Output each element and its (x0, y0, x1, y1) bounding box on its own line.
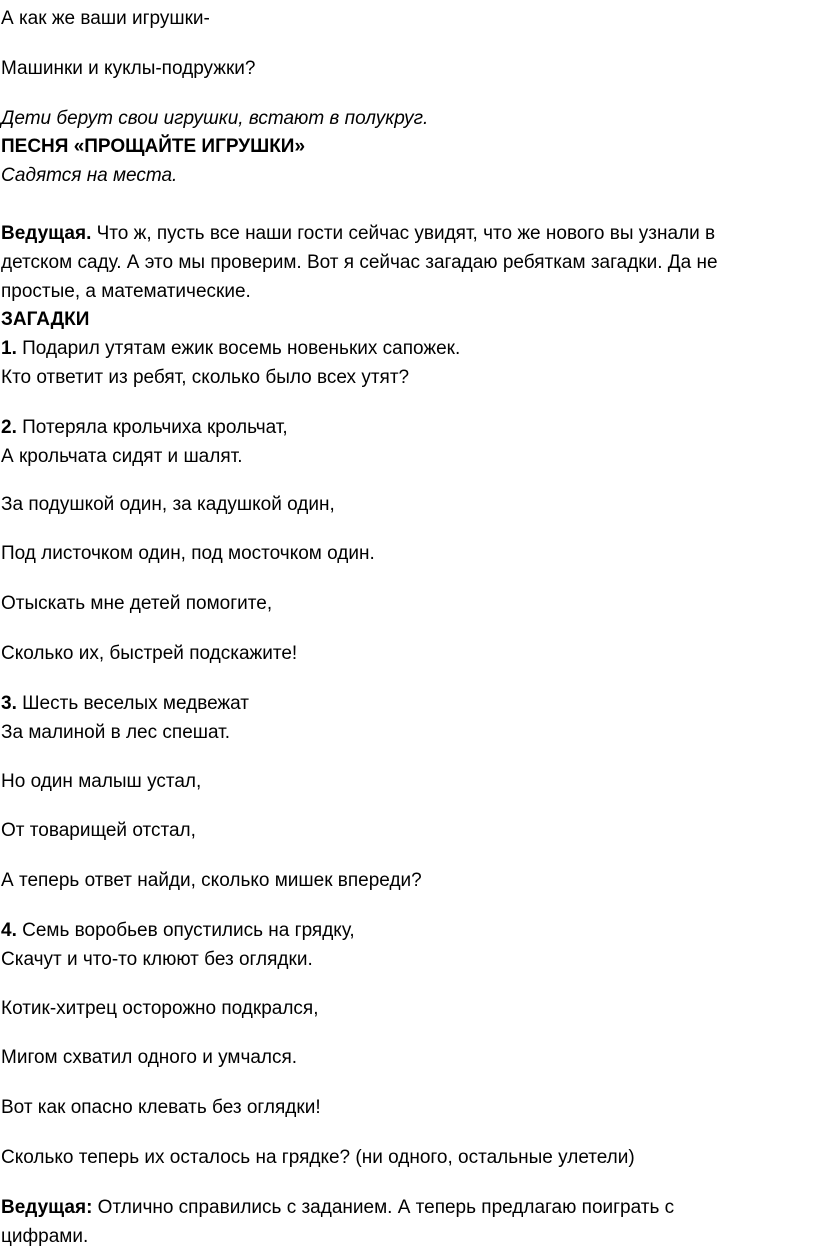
riddle-text: Подарил утятам ежик восемь новеньких сапожек. (16, 338, 461, 359)
riddle-text: Скачут и что-то клюют без оглядки. (1, 949, 313, 970)
riddle-text: Потеряла крольчиха крольчат, (16, 417, 288, 438)
riddle-text: Сколько теперь их осталось на грядке? (ни одного, остальные улетели) (1, 1147, 635, 1168)
riddle-text: Отыскать мне детей помогите, (1, 593, 273, 614)
section-heading-text: ЗАГАДКИ (1, 309, 90, 330)
riddle-text: Семь воробьев опустились на грядку, (16, 920, 355, 941)
poem-line: А как же ваши игрушки- (1, 8, 210, 29)
riddle-text: За подушкой один, за кадушкой один, (1, 494, 335, 515)
paragraph-text: простые, а математические. (1, 281, 251, 302)
speaker-label: Ведущая. (1, 223, 92, 244)
section-heading (1, 305, 89, 334)
riddle-text: Под листочком один, под мосточком один. (1, 543, 375, 564)
riddle-text: Но один малыш устал, (1, 771, 202, 792)
riddle-4 (1, 916, 355, 974)
paragraph-text: цифрами. (1, 1226, 89, 1247)
riddle-text: Котик-хитрец осторожно подкрался, (1, 998, 319, 1019)
riddle-text: Мигом схватил одного и умчался. (1, 1047, 298, 1068)
riddle-number: 4. (1, 920, 17, 941)
speaker-label: Ведущая: (1, 1197, 93, 1218)
poem-line: Машинки и куклы-подружки? (1, 58, 256, 79)
riddle-text: Шесть веселых медвежат (16, 693, 249, 714)
host-paragraph (1, 1193, 674, 1251)
riddle-text: А теперь ответ найди, сколько мишек впереди? (1, 870, 422, 891)
riddle-text: Сколько их, быстрей подскажите! (1, 643, 298, 664)
song-title-text: ПЕСНЯ «ПРОЩАЙТЕ ИГРУШКИ» (1, 136, 306, 157)
riddle-number: 1. (1, 338, 17, 359)
riddle-text: А крольчата сидят и шалят. (1, 446, 243, 467)
host-paragraph (1, 219, 718, 306)
riddle-text: За малиной в лес спешат. (1, 722, 231, 743)
paragraph-text: Отлично справились с заданием. А теперь предлагаю поиграть с (92, 1197, 675, 1218)
riddle-text: Вот как опасно клевать без оглядки! (1, 1097, 321, 1118)
riddle-text: Кто ответит из ребят, сколько было всех утят? (1, 367, 410, 388)
paragraph-text: Что ж, пусть все наши гости сейчас увидят, что же нового вы узнали в (91, 223, 716, 244)
stage-direction: Дети берут свои игрушки, встают в полукруг. (1, 108, 429, 129)
paragraph-text: детском саду. А это мы проверим. Вот я сейчас загадаю ребяткам загадки. Да не (1, 252, 718, 273)
song-title (1, 132, 305, 161)
riddle-number: 2. (1, 417, 17, 438)
riddle-3 (1, 689, 249, 747)
riddle-text: От товарищей отстал, (1, 820, 196, 841)
riddle-number: 3. (1, 693, 17, 714)
riddle-1 (1, 334, 460, 392)
stage-direction: Садятся на места. (1, 165, 178, 186)
riddle-2 (1, 413, 288, 471)
